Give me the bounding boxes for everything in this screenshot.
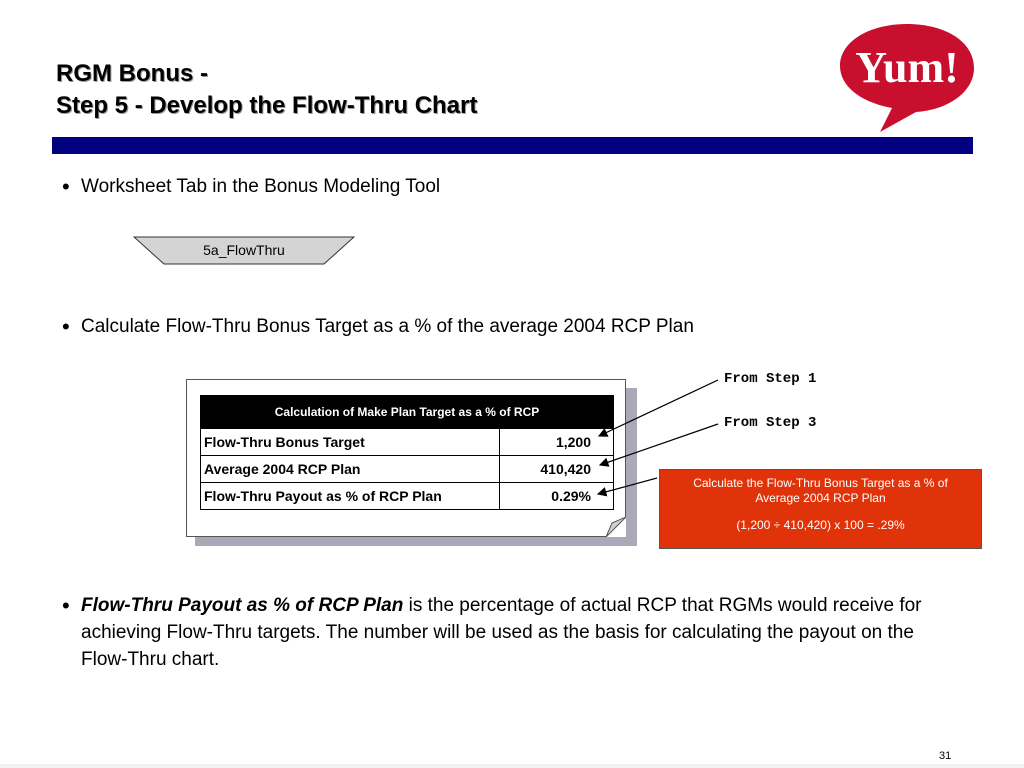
from-step-1-label: From Step 1 — [724, 371, 817, 387]
arrow-from-note — [598, 478, 657, 494]
row-value: 1,200 — [500, 429, 614, 456]
arrow-from-step-1 — [599, 380, 718, 436]
bullet-payout-definition — [62, 592, 962, 673]
slide-title-line1: RGM Bonus - — [56, 60, 208, 87]
footer-strip — [0, 764, 1024, 768]
note-text: Calculate the Flow-Thru Bonus Target as a % of Average 2004 RCP Plan — [693, 476, 948, 505]
tab-label: 5a_FlowThru — [203, 242, 285, 258]
bullet-dot: • — [62, 314, 70, 339]
logo-text: Yum! — [855, 43, 959, 92]
row-label: Flow-Thru Payout as % of RCP Plan — [201, 483, 500, 510]
row-label: Average 2004 RCP Plan — [201, 456, 500, 483]
from-step-3-label: From Step 3 — [724, 415, 817, 431]
bullet-rest: is the percentage of actual RCP that RGMs would receive for achieving Flow-Thru targets. The number will be used as the basis for calculating the payout on the Flow-Thru chart. — [81, 595, 922, 670]
bullet-lead-term: Flow-Thru Payout as % of RCP Plan — [81, 595, 404, 616]
bullet-text: Calculate Flow-Thru Bonus Target as a % of the average 2004 RCP Plan — [81, 316, 694, 337]
row-value: 0.29% — [500, 483, 614, 510]
bullet-dot: • — [62, 593, 70, 618]
slide-title-line2: Step 5 - Develop the Flow-Thru Chart — [56, 92, 478, 119]
page-number: 31 — [939, 750, 952, 762]
table-header: Calculation of Make Plan Target as a % of RCP — [201, 396, 614, 429]
arrow-from-step-3 — [600, 424, 718, 465]
row-label: Flow-Thru Bonus Target — [201, 429, 500, 456]
note-formula: (1,200 ÷ 410,420) x 100 = .29% — [736, 518, 905, 532]
calculation-note-box — [659, 469, 982, 549]
bullet-text — [62, 592, 962, 673]
row-value: 410,420 — [500, 456, 614, 483]
bullet-text: Worksheet Tab in the Bonus Modeling Tool — [81, 176, 441, 197]
bullet-dot: • — [62, 174, 70, 199]
